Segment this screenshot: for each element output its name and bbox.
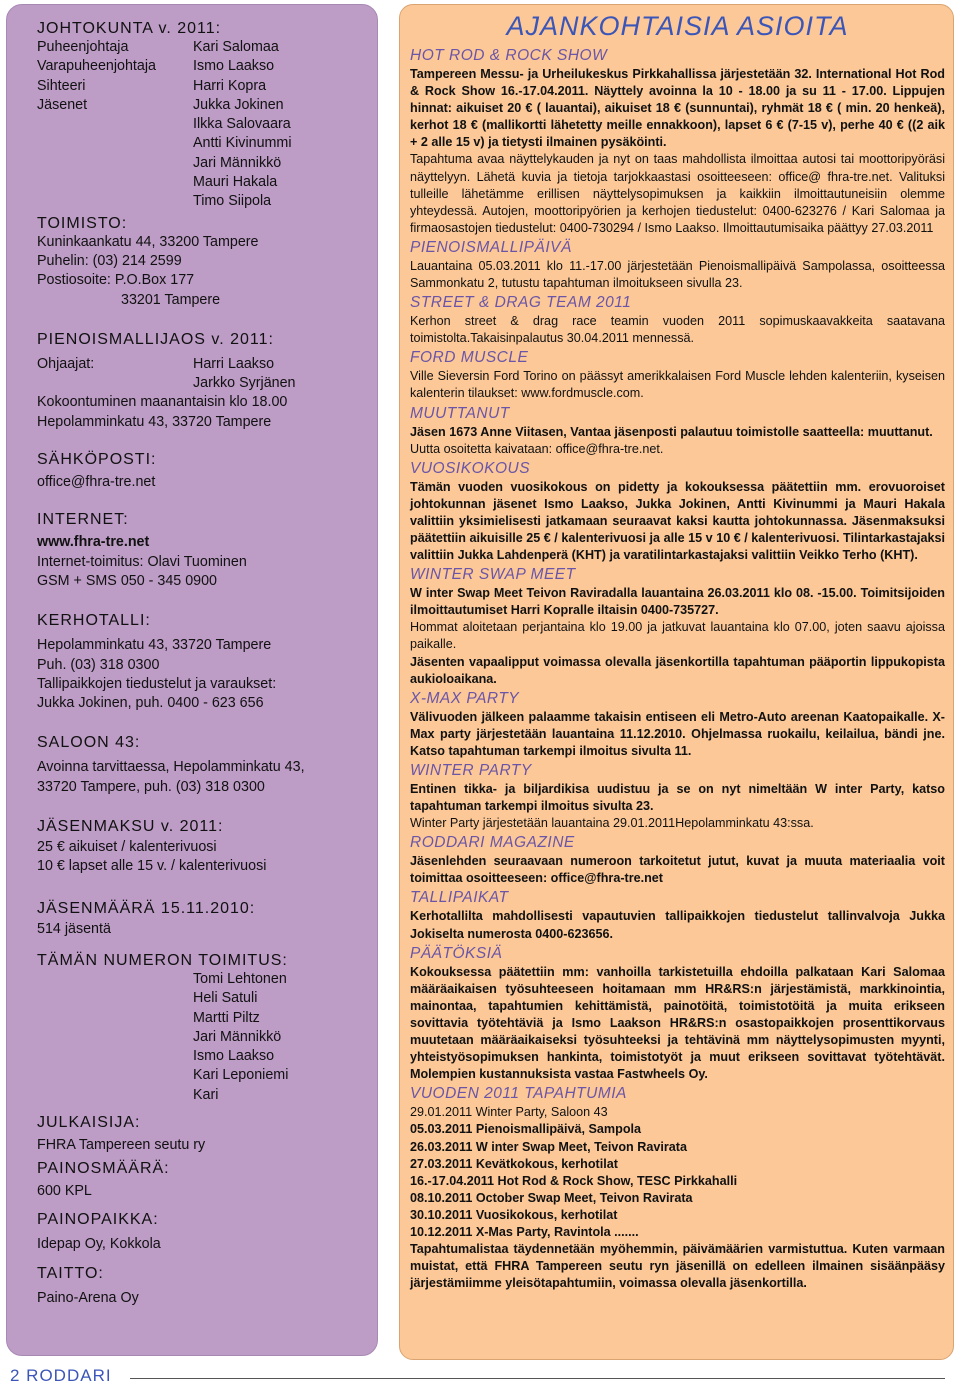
layout-heading: TAITTO: (37, 1264, 104, 1282)
section-paragraph: W inter Swap Meet Teivon Raviradalla lauantaina 26.03.2011 klo 08. -15.00. Toimitsijoiden ilmoittautumiset Harri Kopralle iltaisin 0400-735727. (410, 586, 945, 618)
mini-meeting: Kokoontuminen maanantaisin klo 18.00 (37, 394, 288, 411)
member-name: Timo Siipola (193, 193, 272, 210)
section-paragraph: Kerhon street & drag race teamin vuoden 2011 sopimuskaavakkeita saatavana toimistolta.Takaisinpalautus 30.04.2011 mennessä. (410, 314, 945, 346)
news-panel (399, 4, 954, 1360)
print-place-heading: PAINOPAIKKA: (37, 1210, 159, 1228)
count-heading: JÄSENMÄÄRÄ 15.11.2010: (37, 899, 256, 917)
info-panel (6, 4, 378, 1356)
section-heading: MUUTTANUT (410, 404, 510, 422)
member-name: Jari Männikkö (193, 154, 282, 171)
section-paragraph: Jäsenlehden seuraavaan numeroon tarkoitetut jutut, kuvat ja muuta materiaalia voit toimittaa osoitteeseen: office@fhra-tre.net (410, 854, 945, 886)
fee-line: 10 € lapset alle 15 v. / kalenterivuosi (37, 858, 267, 875)
event-item: 27.03.2011 Kevätkokous, kerhotilat (410, 1156, 618, 1171)
board-row: Puheenjohtaja Kari Salomaa (37, 39, 279, 55)
events-heading: VUODEN 2011 TAPAHTUMIA (410, 1085, 627, 1103)
section-paragraph: Tämän vuoden vuosikokous on pidetty ja kokouksessa päätettiin mm. erovuoroiset johtokunnan jäsenet Ismo Laakso, Jukka Jokinen, Antti Kivinummi ja Mauri Hakala valittiin yksimielisesti jatkamaan seuraavat kaksi kautta johtokunnassa. Jäsenmaksuksi päätettiin aikuisille 25 € / kalenterivuosi ja alle 15 v 10 € / kalenterivuosi. Tilintarkastajaksi valittiin Jukka Lahdenperä (KHT) ja varatilintarkastajaksi valittiin Veikko Terho (KHT). (410, 479, 945, 563)
office-phone: Puhelin: (03) 214 2599 (37, 252, 182, 269)
layout-company: Paino-Arena Oy (37, 1289, 139, 1306)
member-count: 514 jäsentä (37, 920, 111, 937)
section-paragraph: Uutta osoitetta kaivataan: office@fhra-tre.net. (410, 441, 664, 456)
section-paragraph: Winter Party järjestetään lauantaina 29.01.2011Hepolamminkatu 43:ssa. (410, 816, 814, 831)
internet-editor: Internet-toimitus: Olavi Tuominen (37, 553, 247, 570)
editor-name: Kari Leponiemi (193, 1067, 289, 1084)
section-paragraph: Entinen tikka- ja biljardikisa uudistuu ja se on nyt nimeltään W inter Party, katso tapahtuman tarkempi ilmoitus sivulta 23. (410, 782, 945, 814)
fee-line: 25 € aikuiset / kalenterivuosi (37, 839, 217, 856)
print-qty-heading: PAINOSMÄÄRÄ: (37, 1160, 170, 1178)
board-heading: JOHTOKUNTA v. 2011: (37, 20, 222, 37)
section-paragraph: Tampereen Messu- ja Urheilukeskus Pirkkahallissa järjestetään 32. International Hot Rod & Rock Show 16.-17.04.2011. Näyttely avoinna la 10 - 18.00 ja su 11 - 17.00. Lippujen hinnat: aikuiset 20 € ( lauantai), aikuiset 18 € (sunnuntai), ryhmät 18 € ( min. 20 henkeä), kerhot 18 € (mallikortti lähetetty meille ennakkoon), lapset 6 € (7-15 v), perhe 40 € ((2 aik + 2 alle 15 v) ja tietysti ilmainen pysäköinti. (410, 67, 945, 150)
mini-name: Jarkko Syrjänen (193, 375, 296, 392)
editor-name: Ismo Laakso (193, 1048, 275, 1065)
section-paragraph: Ville Sieversin Ford Torino on päässyt amerikkalaisen Ford Muscle lehden kalenteriin, kyseisen kalenterin tilaukset: www.fordmuscle.com. (410, 369, 945, 401)
publisher-heading: JULKAISIJA: (37, 1113, 141, 1131)
club-heading: KERHOTALLI: (37, 612, 151, 630)
editor-name: Heli Satuli (193, 990, 258, 1007)
member-name: Antti Kivinummi (193, 135, 292, 152)
section-heading: HOT ROD & ROCK SHOW (410, 47, 608, 64)
member-name: Ilkka Salovaara (193, 116, 291, 133)
news-sections (410, 45, 945, 1083)
internet-link[interactable]: www.fhra-tre.net (37, 534, 150, 551)
section-heading: WINTER PARTY (410, 762, 532, 779)
mini-heading: PIENOISMALLIJAOS v. 2011: (37, 330, 274, 348)
events-list (410, 1104, 945, 1292)
board-row: Varapuheenjohtaja Ismo Laakso (37, 58, 275, 75)
event-item: 26.03.2011 W inter Swap Meet, Teivon Ravirata (410, 1139, 687, 1154)
section-heading: FORD MUSCLE (410, 349, 529, 367)
section-heading: STREET & DRAG TEAM 2011 (410, 294, 632, 312)
footer-rule (130, 1378, 945, 1379)
saloon-line: Avoinna tarvittaessa, Hepolamminkatu 43, (37, 759, 305, 776)
club-line: Puh. (03) 318 0300 (37, 656, 160, 673)
club-line: Jukka Jokinen, puh. 0400 - 623 656 (37, 695, 264, 712)
mini-row: Ohjaajat: Harri Laakso (37, 355, 275, 372)
office-heading: TOIMISTO: (37, 214, 128, 232)
section-heading: X-MAX PARTY (410, 689, 520, 707)
page-footer: 2 RODDARI (10, 1366, 112, 1385)
saloon-heading: SALOON 43: (37, 734, 141, 752)
editor-name: Martti Piltz (193, 1009, 260, 1026)
section-heading: WINTER SWAP MEET (410, 566, 576, 584)
club-line: Hepolamminkatu 43, 33720 Tampere (37, 637, 272, 654)
section-paragraph: Jäsen 1673 Anne Viitasen, Vantaa jäsenposti palautuu toimistolle saatteella: muuttanut. (410, 424, 933, 439)
office-address: Kuninkaankatu 44, 33200 Tampere (37, 233, 259, 250)
event-item: Tapahtumalistaa täydennetään myöhemmin, päivämäärien varmistuttua. Kuten varmaan muistat, että FHRA Tampereen seutu ryn jäsenillä on edelleen ilmainen sisäänpääsy järjestämiimme yleisötapahtumiin, voimassa olevalla jäsenkortilla. (410, 1242, 945, 1291)
club-line: Tallipaikkojen tiedustelut ja varaukset: (37, 675, 277, 692)
office-city: 33201 Tampere (121, 291, 221, 308)
event-item: 08.10.2011 October Swap Meet, Teivon Ravirata (410, 1190, 693, 1205)
event-item: 30.10.2011 Vuosikokous, kerhotilat (410, 1207, 618, 1222)
print-qty: 600 KPL (37, 1183, 92, 1200)
section-paragraph: Kokouksessa päätettiin mm: vanhoilla tarkistetuilla ehdoilla palkataan Kari Salomaa määräaikaisen työsuhteeseen hoitamaan mm HR&RS:n järjestämistä, markkinointia, mainontaa, tapahtumien kehittämistä, painotöitä, toimistotöitä ja muita erikseen sovittavia työtehtäviä ja Ismo Laakson HR&RS:n osastopaikkojen prosenttikorvaus muutetaan määräaikaiseksi työsuhteeksi ja tehtävinä mm näyttelysopimusten myynti, yhteistyösopimuksen hankinta, toimistotyöt ja muut erikseen sovittavat työtehtävät. Molempien kustannuksista vastaa Fastwheels Oy. (410, 964, 945, 1082)
fee-heading: JÄSENMAKSU v. 2011: (37, 818, 224, 836)
board-row: Jäsenet Jukka Jokinen (37, 96, 284, 113)
section-paragraph: Kerhotallilta mahdollisesti vapautuvien tallipaikkojen tiedustelut tallinvalvoja Jukka Jokiselta numerosta 0400-623656. (410, 909, 945, 941)
editors-heading: TÄMÄN NUMERON TOIMITUS: (37, 951, 288, 969)
editor-name: Kari (193, 1086, 219, 1103)
office-pobox: Postiosoite: P.O.Box 177 (37, 272, 195, 289)
print-place: Idepap Oy, Kokkola (37, 1235, 161, 1252)
internet-phone: GSM + SMS 050 - 345 0900 (37, 572, 218, 589)
member-name: Mauri Hakala (193, 174, 278, 191)
internet-heading: INTERNET: (37, 511, 129, 529)
email-link[interactable]: office@fhra-tre.net (37, 474, 156, 491)
section-heading: PIENOISMALLIPÄIVÄ (410, 238, 572, 256)
event-item: 05.03.2011 Pienoismallipäivä, Sampola (410, 1122, 642, 1137)
news-title: AJANKOHTAISIA ASIOITA (506, 11, 849, 41)
board-row: Sihteeri Harri Kopra (37, 77, 267, 94)
section-heading: PÄÄTÖKSIÄ (410, 944, 503, 962)
section-paragraph: Jäsenten vapaalipput voimassa olevalla jäsenkortilla tapahtuman pääportin lippukopista aukioloaikana. (410, 654, 945, 686)
editor-name: Tomi Lehtonen (193, 970, 287, 987)
section-heading: RODDARI MAGAZINE (410, 834, 575, 852)
editor-name: Jari Männikkö (193, 1028, 282, 1045)
event-item: 29.01.2011 Winter Party, Saloon 43 (410, 1105, 608, 1120)
section-paragraph: Hommat aloitetaan perjantaina klo 19.00 ja jatkuvat lauantaina klo 07.00, joten saavu ajoissa paikalle. (410, 620, 945, 652)
section-paragraph: Tapahtuma avaa näyttelykauden ja nyt on taas mahdollista ilmoittaa autosi tai moottoripyöräsi näyttelyyn. Lähetä kuvia ja tietoja tarjokkaastasi osoitteeseen: office@ fhra-tre.net. Valituksi tulleille lähetämme erillisen näyttelysopimuksen ja kaikkiin ilmoittautuneisiin olemme yhteydessä. Autojen, moottoripyörien ja kerhojen tiedustelut: 0400-623276 / Kari Salomaa ja firmaosastojen tiedustelut: 0400-730294 / Ismo Laakso. Ilmoittautumisaika päättyy 27.03.2011 (410, 152, 945, 235)
section-heading: VUOSIKOKOUS (410, 459, 531, 477)
section-paragraph: Lauantaina 05.03.2011 klo 11.-17.00 järjestetään Pienoismallipäivä Sampolassa, osoitteessa Sammonkatu 2, tutustu tapahtuman ilmoitukseen sivulla 23. (410, 258, 945, 291)
section-heading: TALLIPAIKAT (410, 889, 509, 907)
mini-address: Hepolamminkatu 43, 33720 Tampere (37, 413, 272, 430)
section-paragraph: Välivuoden jälkeen palaamme takaisin entiseen eli Metro-Auto areenan Kaatopaikalle. X-Max party järjestetään lauantaina 11.12.2010. Ohjelmassa ruokailu, keilailua, bändi jne. Katso tapahtuman tarkempi ilmoitus sivulta 11. (410, 709, 945, 758)
event-item: 10.12.2011 X-Mas Party, Ravintola ....... (410, 1224, 639, 1239)
email-heading: SÄHKÖPOSTI: (37, 451, 157, 469)
saloon-line: 33720 Tampere, puh. (03) 318 0300 (37, 778, 265, 795)
event-item: 16.-17.04.2011 Hot Rod & Rock Show, TESC Pirkkahalli (410, 1173, 738, 1188)
publisher: FHRA Tampereen seutu ry (37, 1136, 206, 1153)
